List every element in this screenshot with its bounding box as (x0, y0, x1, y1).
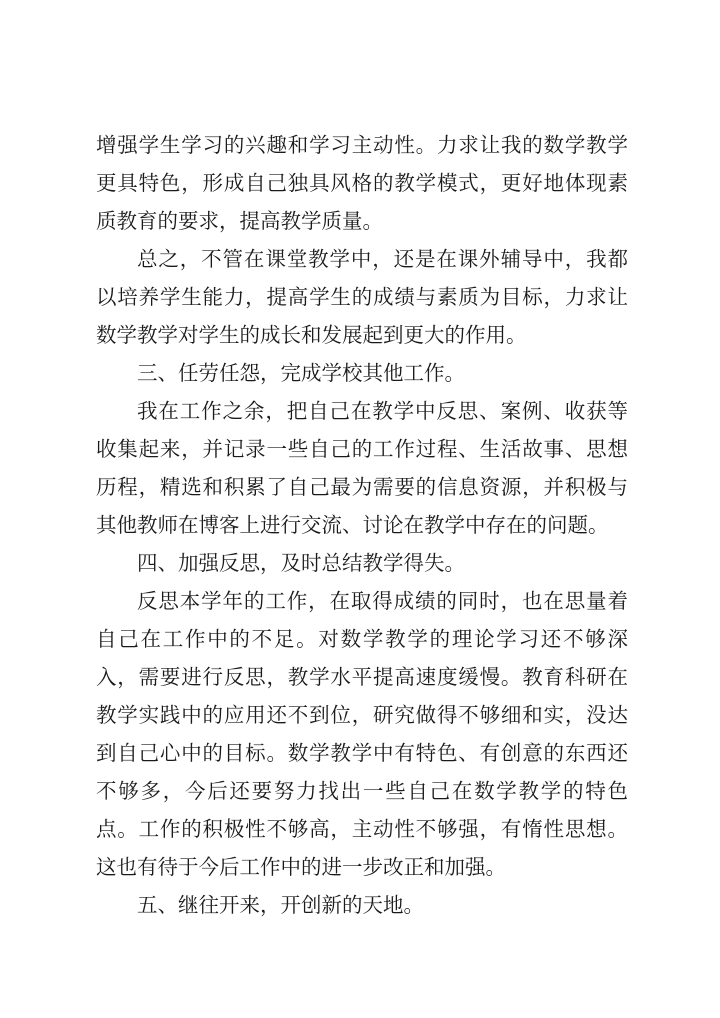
paragraph-shortcomings: 反思本学年的工作，在取得成绩的同时，也在思量着自己在工作中的不足。对数学教学的理论学习还不够深入，需要进行反思，教学水平提高速度缓慢。教育科研在教学实践中的应用还不到位，研究做得不够细和实，没达到自己心中的目标。数学教学中有特色、有创意的东西还不够多，今后还要努力找出一些自己在数学教学的特色点。工作的积极性不够高，主动性不够强，有惰性思想。这也有待于今后工作中的进一步改正和加强。 (96, 589, 628, 879)
paragraph-reflection-collection: 我在工作之余，把自己在教学中反思、案例、收获等收集起来，并记录一些自己的工作过程、生活故事、思想历程，精选和积累了自己最为需要的信息资源，并积极与其他教师在博客上进行交流、讨论在教学中存在的问题。 (96, 399, 628, 537)
section-heading-five: 五、继往开来，开创新的天地。 (137, 893, 424, 917)
section-heading-four: 四、加强反思，及时总结教学得失。 (137, 551, 465, 575)
paragraph-summary: 总之，不管在课堂教学中，还是在课外辅导中，我都以培养学生能力，提高学生的成绩与素质为目标，力求让数学教学对学生的成长和发展起到更大的作用。 (96, 247, 628, 347)
document-body (96, 126, 628, 924)
paragraph-continuation: 增强学生学习的兴趣和学习主动性。力求让我的数学教学更具特色，形成自己独具风格的教学模式，更好地体现素质教育的要求，提高教学质量。 (96, 133, 628, 233)
section-heading-three: 三、任劳任怨，完成学校其他工作。 (137, 361, 465, 385)
